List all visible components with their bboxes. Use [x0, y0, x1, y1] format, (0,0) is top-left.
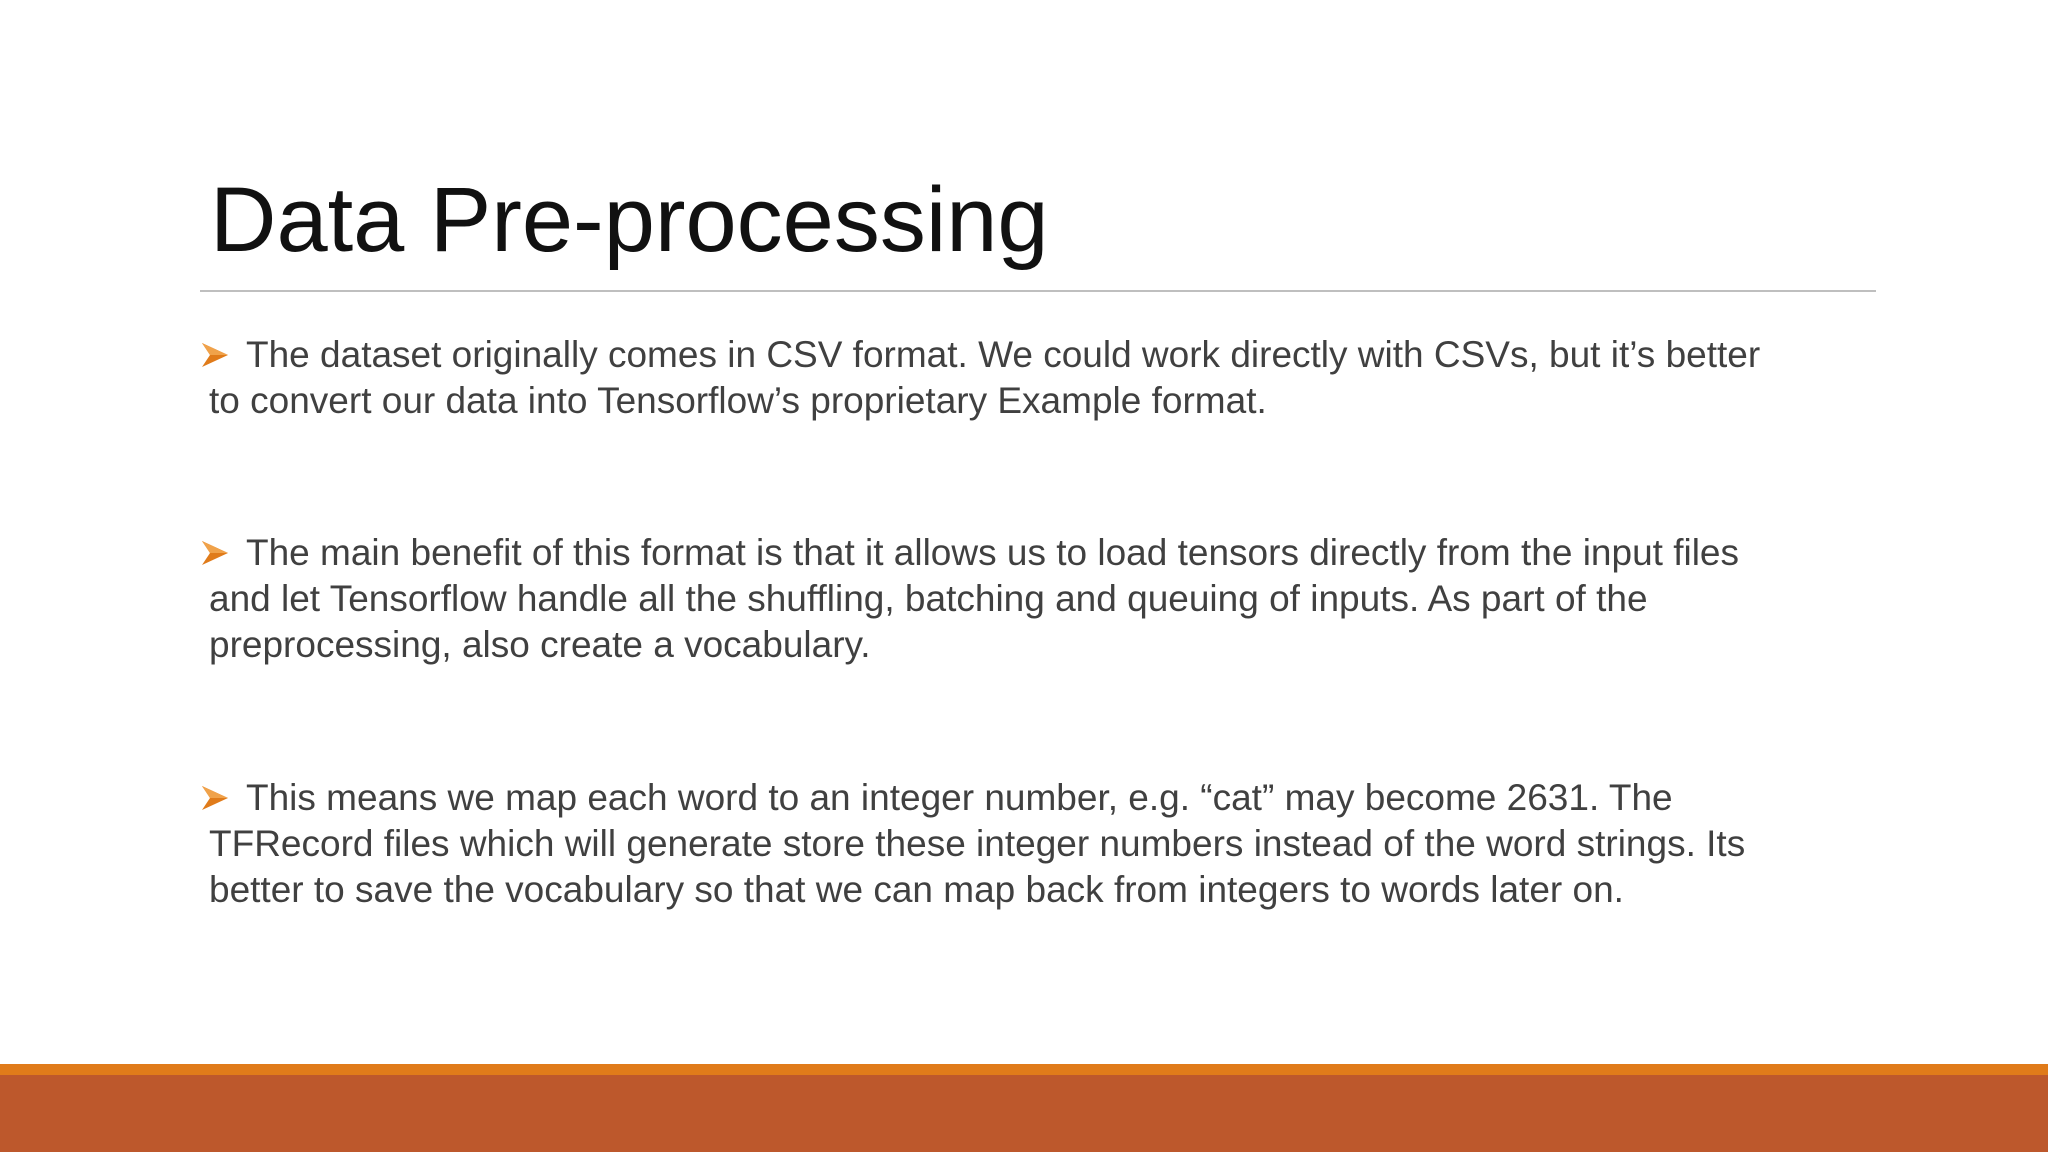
arrowhead-bullet-icon — [198, 783, 236, 813]
title-divider — [200, 290, 1876, 292]
bullet-item — [198, 530, 1878, 668]
bullet-line: The main benefit of this format is that it allows us to load tensors directly from the input files — [246, 532, 1740, 573]
bullet-line: preprocessing, also create a vocabulary. — [209, 624, 871, 665]
slide-title: Data Pre-processing — [210, 169, 1049, 271]
bullet-line: better to save the vocabulary so that we can map back from integers to words later on. — [209, 869, 1624, 910]
arrowhead-bullet-icon — [198, 340, 236, 370]
bullet-line: and let Tensorflow handle all the shuffling, batching and queuing of inputs. As part of the — [209, 578, 1648, 619]
arrowhead-bullet-icon — [198, 538, 236, 568]
bullet-line: TFRecord files which will generate store these integer numbers instead of the word strings. Its — [209, 823, 1746, 864]
bullet-item — [198, 332, 1878, 424]
bullet-line: The dataset originally comes in CSV format. We could work directly with CSVs, but it’s better — [246, 334, 1761, 375]
bullet-line: to convert our data into Tensorflow’s proprietary Example format. — [209, 380, 1267, 421]
bullet-item — [198, 775, 1878, 913]
footer-band — [0, 1075, 2048, 1152]
bullet-line: This means we map each word to an integer number, e.g. “cat” may become 2631. The — [246, 777, 1673, 818]
footer-accent-stripe — [0, 1064, 2048, 1075]
